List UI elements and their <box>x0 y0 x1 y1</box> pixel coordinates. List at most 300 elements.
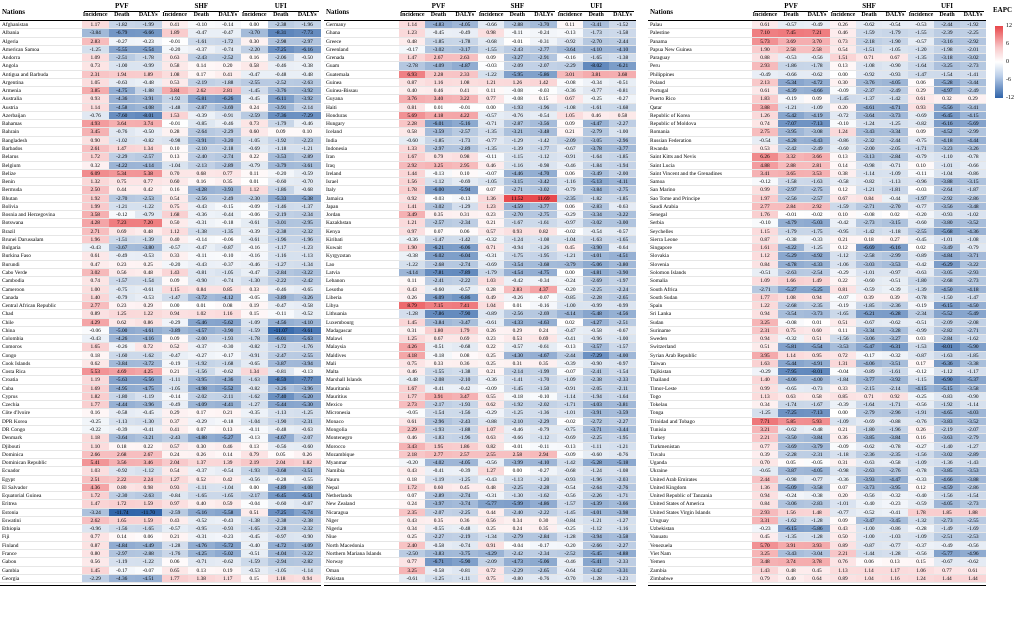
eapc-cell: -3.93 <box>856 476 882 483</box>
eapc-cell: 0.63 <box>162 54 189 61</box>
nation-name: Burundi <box>2 261 20 268</box>
eapc-cell: -0.32 <box>882 352 908 359</box>
eapc-cell: -0.13 <box>452 195 478 202</box>
eapc-cell: 0.49 <box>478 294 504 301</box>
eapc-cell: -5.25 <box>804 286 830 293</box>
eapc-cell: 0.69 <box>452 335 478 342</box>
eapc-cell: -0.76 <box>504 112 530 119</box>
eapc-cell: -2.34 <box>294 211 321 218</box>
eapc-cell: -1.11 <box>583 443 609 450</box>
eapc-cell: -3.06 <box>856 335 882 342</box>
table-row <box>648 21 986 29</box>
eapc-cell: -4.52 <box>934 128 960 135</box>
eapc-cell: 1.37 <box>188 459 215 466</box>
eapc-cell: 7.23 <box>109 219 136 226</box>
nation-name: Cook Islands <box>2 360 31 367</box>
eapc-cell: 0.79 <box>425 153 451 160</box>
eapc-cell: -0.79 <box>960 244 986 251</box>
eapc-cell: -2.75 <box>804 186 830 193</box>
eapc-cell: -1.92 <box>188 360 215 367</box>
nation-name: Cuba <box>2 385 14 392</box>
nation-name: Israel <box>326 179 338 186</box>
eapc-cell: -0.11 <box>908 170 934 177</box>
eapc-cell: 0.43 <box>399 286 425 293</box>
eapc-cell: -7.13 <box>804 120 830 127</box>
eapc-cell: -1.25 <box>425 575 451 582</box>
eapc-cell: -2.18 <box>215 145 242 152</box>
eapc-cell: -1.05 <box>241 137 268 144</box>
eapc-cell: -1.68 <box>609 104 635 111</box>
eapc-cell: -0.36 <box>557 87 583 94</box>
table-row <box>648 46 986 54</box>
nation-name: United States Virgin Islands <box>650 509 711 516</box>
eapc-cell: -2.35 <box>557 195 583 202</box>
eapc-cell: 0.22 <box>478 343 504 350</box>
eapc-cell: 1.23 <box>478 203 504 210</box>
nation-name: Solomon Islands <box>650 269 687 276</box>
eapc-cell: -6.16 <box>934 120 960 127</box>
eapc-cell: -0.04 <box>830 368 856 375</box>
eapc-cell: -0.89 <box>478 310 504 317</box>
eapc-cell: -1.39 <box>504 145 530 152</box>
nation-name: Bulgaria <box>2 245 21 252</box>
eapc-cell: 0.06 <box>135 533 162 540</box>
eapc-cell: 0.68 <box>188 170 215 177</box>
eapc-cell: 0.15 <box>530 95 556 102</box>
eapc-cell: 0.31 <box>399 327 425 334</box>
eapc-cell: 2.88 <box>778 162 804 169</box>
eapc-cell: 1.38 <box>188 575 215 582</box>
eapc-cell: -0.45 <box>135 409 162 416</box>
eapc-cell: -1.01 <box>557 409 583 416</box>
eapc-cell: 0.31 <box>830 459 856 466</box>
eapc-cell: 3.64 <box>109 120 136 127</box>
eapc-cell: -1.96 <box>583 476 609 483</box>
eapc-cell: -0.11 <box>504 29 530 36</box>
eapc-cell: -4.33 <box>504 319 530 326</box>
eapc-cell: -2.29 <box>215 128 242 135</box>
eapc-cell: 0.12 <box>908 484 934 491</box>
eapc-cell: 2.95 <box>452 162 478 169</box>
eapc-cell: -0.82 <box>856 178 882 185</box>
eapc-cell: 0.37 <box>162 418 189 425</box>
eapc-cell: 0.08 <box>215 302 242 309</box>
eapc-cell: -2.44 <box>557 352 583 359</box>
eapc-cell: 0.29 <box>960 95 986 102</box>
eapc-cell: 0.85 <box>830 393 856 400</box>
eapc-cell: -0.13 <box>425 170 451 177</box>
eapc-cell: 0.30 <box>530 517 556 524</box>
eapc-cell: -1.19 <box>135 393 162 400</box>
table-row <box>648 302 986 310</box>
eapc-cell: 0.16 <box>188 178 215 185</box>
eapc-cell: -3.15 <box>504 178 530 185</box>
eapc-cell: 0.07 <box>399 492 425 499</box>
table-row <box>324 500 636 508</box>
eapc-cell: -1.78 <box>804 62 830 69</box>
eapc-cell: -4.47 <box>583 120 609 127</box>
eapc-cell: -3.61 <box>294 162 321 169</box>
eapc-cell: 1.78 <box>908 509 934 516</box>
eapc-cell: -0.19 <box>162 360 189 367</box>
eapc-cell: -1.63 <box>804 178 830 185</box>
eapc-cell: -0.17 <box>399 46 425 53</box>
eapc-cell: -4.54 <box>504 269 530 276</box>
eapc-cell: -1.05 <box>162 385 189 392</box>
eapc-cell: -1.13 <box>109 418 136 425</box>
table-row <box>648 335 986 343</box>
eapc-cell: -2.38 <box>583 376 609 383</box>
eapc-cell: -2.15 <box>856 385 882 392</box>
eapc-cell: 0.62 <box>478 401 504 408</box>
eapc-cell: -9.61 <box>294 327 321 334</box>
eapc-cell: -5.68 <box>934 228 960 235</box>
eapc-cell: -0.98 <box>856 162 882 169</box>
nation-name: Qatar <box>650 104 662 111</box>
eapc-cell: 2.57 <box>452 451 478 458</box>
eapc-cell: 7.15 <box>425 302 451 309</box>
eapc-cell: 0.39 <box>882 294 908 301</box>
eapc-cell: -0.23 <box>135 38 162 45</box>
eapc-cell: -4.26 <box>109 335 136 342</box>
eapc-cell: -3.42 <box>583 567 609 574</box>
eapc-cell: -1.45 <box>241 87 268 94</box>
eapc-cell: -2.31 <box>804 451 830 458</box>
eapc-cell: 1.19 <box>82 376 109 383</box>
eapc-cell: 0.31 <box>452 211 478 218</box>
nation-name: Mexico <box>326 402 343 409</box>
eapc-cell: -0.08 <box>557 79 583 86</box>
eapc-cell: -2.71 <box>504 186 530 193</box>
eapc-cell: 0.16 <box>908 434 934 441</box>
table-row <box>0 575 321 583</box>
eapc-cell: 2.28 <box>399 120 425 127</box>
eapc-cell: -1.57 <box>609 343 635 350</box>
table-row <box>0 178 321 186</box>
eapc-cell: -0.62 <box>960 558 986 565</box>
eapc-cell: -1.65 <box>609 236 635 243</box>
table-row <box>324 120 636 128</box>
eapc-cell: -5.27 <box>778 286 804 293</box>
nation-name: Vanuatu <box>650 534 668 541</box>
nation-name: Kuwait <box>326 245 342 252</box>
eapc-cell: 0.15 <box>908 558 934 565</box>
eapc-cell: -1.04 <box>557 236 583 243</box>
eapc-cell: 1.04 <box>478 302 504 309</box>
eapc-cell: -1.52 <box>609 21 635 28</box>
eapc-cell: 0.09 <box>804 95 830 102</box>
eapc-cell: -1.19 <box>425 476 451 483</box>
eapc-cell: 0.60 <box>804 327 830 334</box>
eapc-cell: -0.08 <box>778 319 804 326</box>
eapc-cell: -0.90 <box>960 393 986 400</box>
eapc-cell: -1.21 <box>109 203 136 210</box>
eapc-cell: 0.70 <box>752 459 778 466</box>
eapc-cell: -1.12 <box>425 178 451 185</box>
eapc-cell: -0.48 <box>452 525 478 532</box>
eapc-cell: -0.49 <box>109 252 136 259</box>
eapc-cell: 0.27 <box>882 236 908 243</box>
nation-name: Belgium <box>2 162 21 169</box>
eapc-cell: 0.33 <box>425 360 451 367</box>
nations-header: Nations <box>2 8 25 16</box>
nation-name: Guinea-Bissau <box>326 88 358 95</box>
subcolumn-header: Death <box>114 12 130 18</box>
eapc-cell: -4.50 <box>934 286 960 293</box>
nation-name: Jordan <box>326 212 341 219</box>
eapc-cell: -0.01 <box>162 38 189 45</box>
eapc-cell: -4.75 <box>530 269 556 276</box>
eapc-cell: -6.86 <box>452 294 478 301</box>
nation-name: Indonesia <box>326 145 347 152</box>
eapc-cell: 0.77 <box>82 533 109 540</box>
table-row <box>0 252 321 260</box>
eapc-cell: -3.26 <box>294 294 321 301</box>
table-row <box>324 71 636 79</box>
eapc-cell: 3.25 <box>425 162 451 169</box>
eapc-cell: -0.99 <box>583 302 609 309</box>
table-row <box>648 558 986 566</box>
eapc-cell: 0.10 <box>830 211 856 218</box>
eapc-cell: -1.82 <box>109 21 136 28</box>
eapc-cell: -1.01 <box>856 269 882 276</box>
nation-name: Canada <box>2 294 19 301</box>
eapc-cell: -0.39 <box>241 228 268 235</box>
eapc-cell: -5.56 <box>934 104 960 111</box>
eapc-cell: -0.58 <box>830 178 856 185</box>
nation-name: Bangladesh <box>2 137 28 144</box>
eapc-cell: 1.03 <box>82 467 109 474</box>
eapc-cell: 0.30 <box>830 79 856 86</box>
eapc-cell: 1.83 <box>752 95 778 102</box>
eapc-cell: -3.90 <box>583 244 609 251</box>
eapc-cell: 2.92 <box>804 203 830 210</box>
eapc-cell: -2.38 <box>268 228 295 235</box>
table-row <box>324 162 636 170</box>
eapc-cell: -1.68 <box>215 360 242 367</box>
eapc-cell: -4.76 <box>188 542 215 549</box>
eapc-cell: -0.28 <box>268 476 295 483</box>
table-row <box>648 128 986 136</box>
table-row <box>0 137 321 145</box>
eapc-cell: -1.37 <box>856 95 882 102</box>
eapc-cell: -0.56 <box>856 492 882 499</box>
table-row <box>648 575 986 583</box>
eapc-cell: 0.94 <box>804 294 830 301</box>
eapc-cell: 0.69 <box>530 335 556 342</box>
eapc-cell: 0.00 <box>478 104 504 111</box>
eapc-cell: -1.80 <box>856 426 882 433</box>
eapc-cell: 3.32 <box>778 153 804 160</box>
eapc-cell: -4.33 <box>804 261 830 268</box>
eapc-cell: -3.28 <box>882 327 908 334</box>
eapc-cell: -5.99 <box>504 500 530 507</box>
eapc-cell: -0.75 <box>109 286 136 293</box>
eapc-cell: -4.88 <box>188 434 215 441</box>
eapc-cell: -3.51 <box>294 467 321 474</box>
eapc-cell: -2.43 <box>162 434 189 441</box>
eapc-cell: -0.42 <box>830 219 856 226</box>
eapc-cell: -0.06 <box>82 327 109 334</box>
eapc-cell: 0.89 <box>830 575 856 582</box>
table-row <box>648 104 986 112</box>
table-row <box>324 443 636 451</box>
eapc-cell: -0.99 <box>135 62 162 69</box>
eapc-cell: -0.97 <box>557 219 583 226</box>
eapc-cell: -2.05 <box>583 385 609 392</box>
eapc-cell: -0.74 <box>215 277 242 284</box>
eapc-cell: 3.81 <box>583 71 609 78</box>
subcolumn-header: Incidence <box>752 12 778 18</box>
eapc-cell: -7.29 <box>583 352 609 359</box>
eapc-cell: -1.83 <box>425 434 451 441</box>
eapc-cell: -0.10 <box>215 252 242 259</box>
eapc-cell: -3.48 <box>960 203 986 210</box>
eapc-cell: -2.51 <box>609 319 635 326</box>
eapc-cell: -1.17 <box>960 368 986 375</box>
eapc-cell: -4.84 <box>934 252 960 259</box>
eapc-cell: 0.75 <box>478 575 504 582</box>
eapc-cell: -2.27 <box>609 418 635 425</box>
table-row <box>648 376 986 384</box>
nation-name: Monaco <box>326 418 344 425</box>
eapc-cell: -0.67 <box>934 558 960 565</box>
eapc-cell: 0.13 <box>162 153 189 160</box>
eapc-cell: -0.38 <box>294 62 321 69</box>
eapc-cell: -6.69 <box>856 244 882 251</box>
eapc-cell: -0.46 <box>268 62 295 69</box>
eapc-cell: -3.24 <box>82 509 109 516</box>
nation-name: Iran <box>326 154 335 161</box>
table-row <box>648 352 986 360</box>
eapc-cell: -2.05 <box>882 145 908 152</box>
eapc-cell: -3.73 <box>804 310 830 317</box>
eapc-cell: 0.87 <box>82 542 109 549</box>
nation-name: North Macedonia <box>326 542 364 549</box>
eapc-cell: -3.13 <box>856 153 882 160</box>
eapc-cell: -0.69 <box>908 112 934 119</box>
eapc-cell: 0.20 <box>830 492 856 499</box>
eapc-cell: 0.72 <box>830 352 856 359</box>
table-row <box>648 236 986 244</box>
eapc-cell: 0.93 <box>908 104 934 111</box>
eapc-cell: 0.10 <box>908 162 934 169</box>
eapc-cell: -0.62 <box>856 443 882 450</box>
eapc-cell: -3.31 <box>609 567 635 574</box>
eapc-cell: -0.51 <box>425 343 451 350</box>
eapc-cell: -4.46 <box>504 170 530 177</box>
eapc-cell: -1.09 <box>830 418 856 425</box>
eapc-cell: -3.04 <box>804 550 830 557</box>
eapc-cell: 0.47 <box>82 261 109 268</box>
eapc-cell: -0.39 <box>557 360 583 367</box>
eapc-cell: -1.14 <box>557 393 583 400</box>
eapc-cell: 3.74 <box>135 120 162 127</box>
eapc-cell: 0.00 <box>241 484 268 491</box>
eapc-cell: 1.13 <box>830 567 856 574</box>
eapc-cell: 4.18 <box>399 352 425 359</box>
eapc-cell: -1.88 <box>452 426 478 433</box>
eapc-cell: -2.64 <box>583 484 609 491</box>
table-row <box>324 343 636 351</box>
table-row <box>648 137 986 145</box>
eapc-cell: -3.21 <box>135 434 162 441</box>
subcolumn-header: Death <box>273 12 289 18</box>
subcolumn-header: Incidence <box>162 12 188 18</box>
table-row <box>0 269 321 277</box>
nation-name: Micronesia <box>326 410 351 417</box>
nation-name: Eritrea <box>2 501 17 508</box>
eapc-cell: -0.11 <box>241 426 268 433</box>
nation-name: United States of America <box>650 501 705 508</box>
nation-name: Bahrain <box>2 129 20 136</box>
eapc-cell: -1.82 <box>583 195 609 202</box>
eapc-cell: -2.43 <box>452 418 478 425</box>
eapc-cell: -5.09 <box>778 484 804 491</box>
subcolumn-header: DALYs <box>963 12 983 18</box>
eapc-cell: -2.29 <box>504 567 530 574</box>
eapc-cell: -5.56 <box>135 376 162 383</box>
eapc-cell: 1.36 <box>752 484 778 491</box>
eapc-cell: -4.04 <box>268 550 295 557</box>
eapc-cell: 1.72 <box>82 153 109 160</box>
eapc-cell: -2.56 <box>188 195 215 202</box>
eapc-cell: -1.56 <box>908 451 934 458</box>
eapc-cell: -1.70 <box>530 376 556 383</box>
eapc-cell: -0.77 <box>804 476 830 483</box>
eapc-cell: -2.66 <box>583 542 609 549</box>
eapc-cell: 0.36 <box>452 360 478 367</box>
eapc-cell: -3.89 <box>162 327 189 334</box>
eapc-cell: 0.43 <box>162 517 189 524</box>
eapc-cell: -1.45 <box>830 95 856 102</box>
eapc-cell: -1.28 <box>399 310 425 317</box>
eapc-cell: -1.72 <box>215 38 242 45</box>
eapc-cell: -1.57 <box>557 500 583 507</box>
eapc-cell: -1.22 <box>135 558 162 565</box>
eapc-cell: -0.58 <box>882 459 908 466</box>
eapc-cell: -3.54 <box>778 310 804 317</box>
eapc-cell: 0.24 <box>241 104 268 111</box>
eapc-cell: -1.54 <box>934 71 960 78</box>
eapc-cell: -1.08 <box>530 236 556 243</box>
eapc-cell: -5.33 <box>268 195 295 202</box>
nation-name: Timor-Leste <box>650 385 677 392</box>
eapc-cell: 0.48 <box>399 38 425 45</box>
eapc-cell: 1.77 <box>752 294 778 301</box>
eapc-cell: -0.68 <box>557 467 583 474</box>
eapc-cell: 2.92 <box>399 162 425 169</box>
eapc-cell: -2.58 <box>856 252 882 259</box>
eapc-cell: 1.56 <box>399 178 425 185</box>
eapc-cell: -5.44 <box>778 360 804 367</box>
bottom-rule <box>324 585 636 586</box>
eapc-cell: -1.61 <box>188 38 215 45</box>
table-row <box>324 525 636 533</box>
eapc-cell: -2.87 <box>188 104 215 111</box>
table-row <box>324 467 636 475</box>
eapc-cell: -1.13 <box>268 409 295 416</box>
eapc-cell: -0.06 <box>215 236 242 243</box>
eapc-cell: -4.36 <box>109 95 136 102</box>
eapc-cell: -1.12 <box>830 252 856 259</box>
eapc-cell: -1.01 <box>934 236 960 243</box>
eapc-cell: -2.09 <box>934 319 960 326</box>
eapc-cell: 0.84 <box>752 500 778 507</box>
eapc-cell: -3.87 <box>268 360 295 367</box>
eapc-cell: -0.56 <box>960 542 986 549</box>
eapc-cell: 0.51 <box>241 509 268 516</box>
